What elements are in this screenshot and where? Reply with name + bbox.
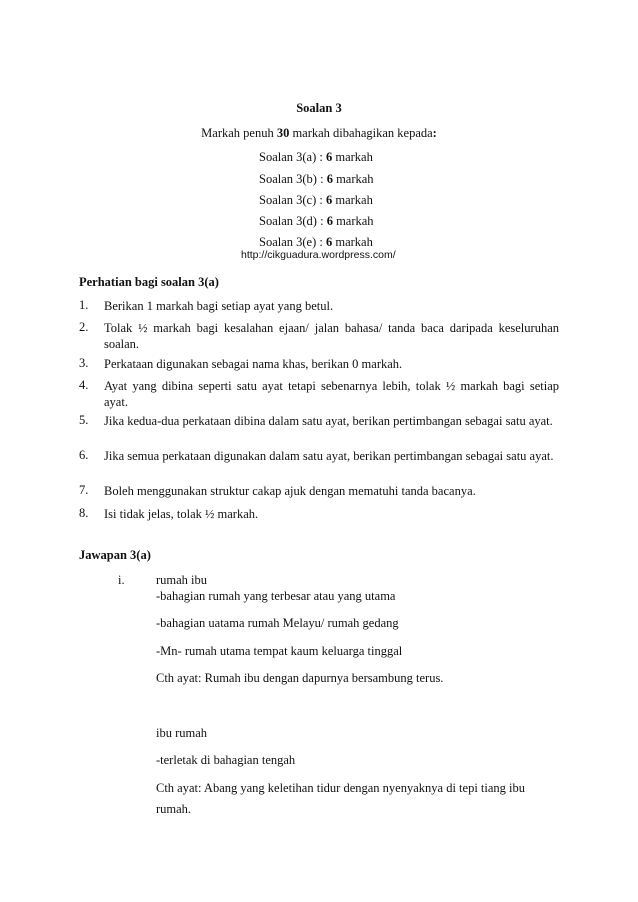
term-word: ibu rumah <box>156 726 208 740</box>
list-item: Jika kedua-dua perkataan dibina dalam satu ayat, berikan pertimbangan sebagai satu ayat. <box>104 414 553 428</box>
term-meaning: -bahagian rumah yang terbesar atau yang utama <box>156 589 396 603</box>
part-line: Soalan 3(a) : 6 markah <box>259 150 373 164</box>
page-title: Soalan 3 <box>296 101 342 115</box>
list-number: 8. <box>79 506 89 520</box>
list-number: 2. <box>79 320 89 334</box>
list-number: 5. <box>79 413 89 427</box>
list-number: 7. <box>79 483 89 497</box>
list-item: Boleh menggunakan struktur cakap ajuk dengan mematuhi tanda bacanya. <box>104 484 476 498</box>
list-number: 4. <box>79 378 89 392</box>
term-meaning: -terletak di bahagian tengah <box>156 753 296 767</box>
example-sentence: Cth ayat: Abang yang keletihan tidur dengan nyenyaknya di tepi tiang ibu <box>156 781 526 795</box>
notes-heading: Perhatian bagi soalan 3(a) <box>79 275 219 289</box>
list-item: Berikan 1 markah bagi setiap ayat yang betul. <box>104 299 334 313</box>
total-marks: 30 <box>276 126 290 140</box>
list-item: Ayat yang dibina seperti satu ayat tetapi sebenarnya lebih, tolak ½ markah bagi setiap ayat. <box>104 379 559 409</box>
list-number: 3. <box>79 356 89 370</box>
roman-numeral: i. <box>118 573 125 587</box>
term-meaning: -Mn- rumah utama tempat kaum keluarga tinggal <box>156 644 403 658</box>
list-item: Jika semua perkataan digunakan dalam satu ayat, berikan pertimbangan sebagai satu ayat. <box>104 449 554 463</box>
term-meaning: -bahagian uatama rumah Melayu/ rumah gedang <box>156 616 399 630</box>
example-sentence-continued: rumah. <box>156 802 192 816</box>
list-item: Tolak ½ markah bagi kesalahan ejaan/ jalan bahasa/ tanda baca daripada keseluruhan soalan. <box>104 321 559 351</box>
list-item: Perkataan digunakan sebagai nama khas, berikan 0 markah. <box>104 357 403 371</box>
part-line: Soalan 3(d) : 6 markah <box>259 214 374 228</box>
source-url: http://cikguadura.wordpress.com/ <box>241 249 396 261</box>
intro-line: Markah penuh 30 markah dibahagikan kepada: <box>201 126 437 140</box>
example-sentence: Cth ayat: Rumah ibu dengan dapurnya bersambung terus. <box>156 671 444 685</box>
answer-heading: Jawapan 3(a) <box>79 548 151 562</box>
part-line: Soalan 3(b) : 6 markah <box>259 172 374 186</box>
list-item: Isi tidak jelas, tolak ½ markah. <box>104 507 259 521</box>
list-number: 1. <box>79 298 89 312</box>
part-line: Soalan 3(e) : 6 markah <box>259 235 373 249</box>
list-number: 6. <box>79 448 89 462</box>
part-line: Soalan 3(c) : 6 markah <box>259 193 373 207</box>
term-word: rumah ibu <box>156 573 208 587</box>
